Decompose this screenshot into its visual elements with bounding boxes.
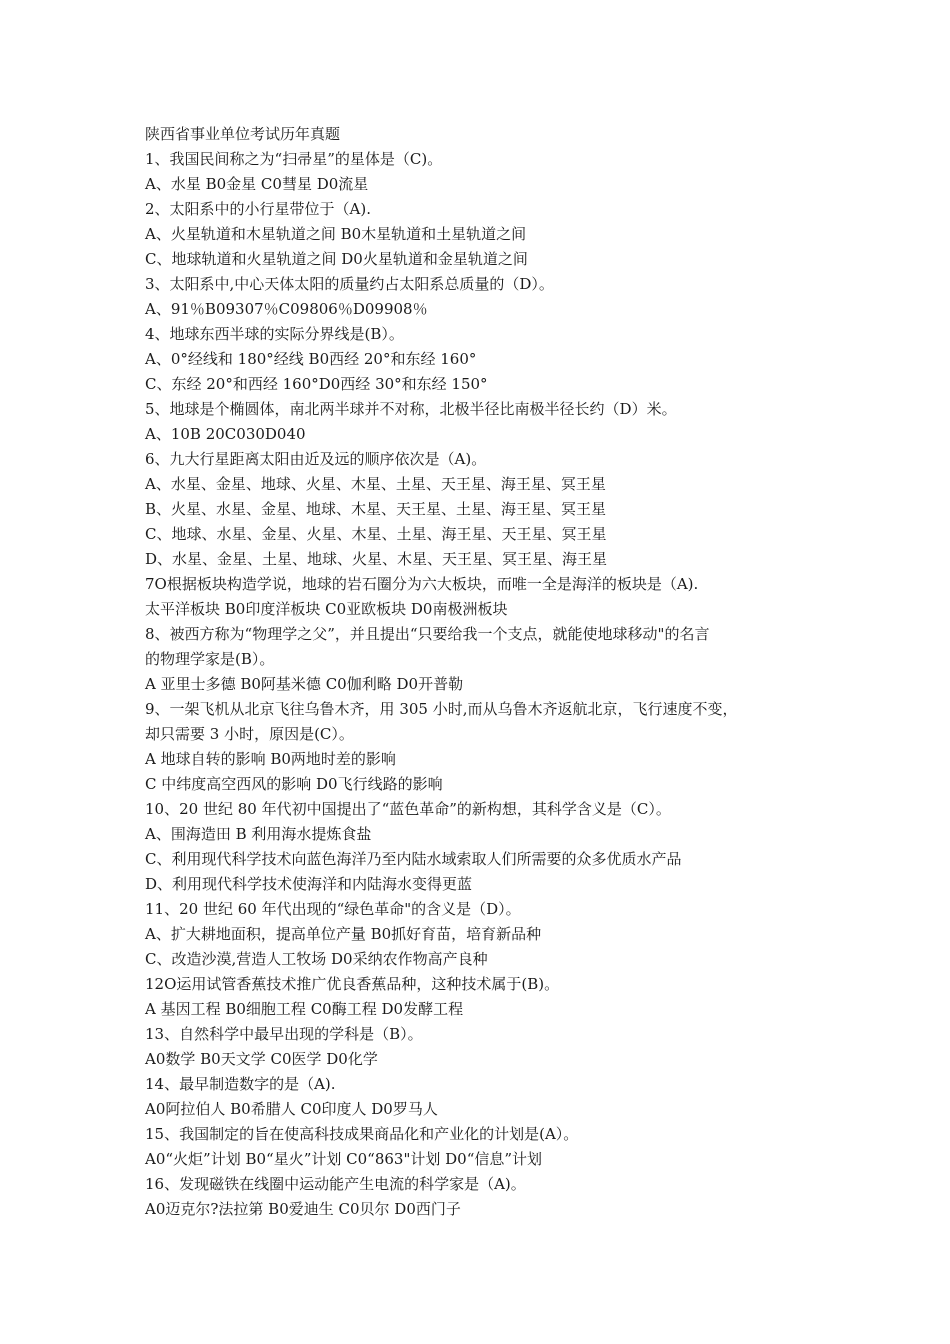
text-line: A 亚里士多德 B0阿基米德 C0伽利略 D0开普勒 xyxy=(145,675,464,693)
document-page xyxy=(145,122,815,1222)
text-line: D、利用现代科学技术使海洋和内陆海水变得更蓝 xyxy=(145,875,473,893)
text-line: 9、一架飞机从北京飞往乌鲁木齐，用 305 小时,而从乌鲁木齐返航北京，飞行速度不变， xyxy=(145,700,738,718)
text-line: 11、20 世纪 60 年代出现的“绿色革命"的含义是（D）。 xyxy=(145,900,521,918)
text-line: D、水星、金星、土星、地球、火星、木星、天王星、冥王星、海王星 xyxy=(145,550,608,568)
text-line: A 地球自转的影响 B0两地时差的影响 xyxy=(145,750,396,768)
text-line: 1、我国民间称之为“扫帚星”的星体是（C)。 xyxy=(145,150,443,168)
text-line: A、水星、金星、地球、火星、木星、土星、天王星、海王星、冥王星 xyxy=(145,475,606,493)
text-line: A0迈克尔?法拉第 B0爱迪生 C0贝尔 D0西门子 xyxy=(145,1200,461,1218)
text-line: 15、我国制定的旨在使高科技成果商品化和产业化的计划是(A）。 xyxy=(145,1125,579,1143)
text-line: 5、地球是个椭圆体，南北两半球并不对称，北极半径比南极半径长约（D）米。 xyxy=(145,400,677,418)
text-line: A、91％B09307％C09806％D09908％ xyxy=(145,300,428,318)
text-line: A0阿拉伯人 B0希腊人 C0印度人 D0罗马人 xyxy=(145,1100,438,1118)
text-line: 7O根据板块构造学说，地球的岩石圈分为六大板块，而唯一全是海洋的板块是（A). xyxy=(145,575,699,593)
text-line: 4、地球东西半球的实际分界线是(B）。 xyxy=(145,325,404,343)
text-line: B、火星、水星、金星、地球、木星、天王星、土星、海王星、冥王星 xyxy=(145,500,607,518)
document-title: 陕西省事业单位考试历年真题 xyxy=(145,125,341,143)
text-line: A0数学 B0天文学 C0医学 D0化学 xyxy=(145,1050,378,1068)
text-line: 的物理学家是(B）。 xyxy=(145,650,275,668)
text-line: 3、太阳系中,中心天体太阳的质量约占太阳系总质量的（D）。 xyxy=(145,275,554,293)
text-line: 14、最早制造数字的是（A). xyxy=(145,1075,336,1093)
text-line: A 基因工程 B0细胞工程 C0酶工程 D0发酵工程 xyxy=(145,1000,464,1018)
text-line: A、围海造田 B 利用海水提炼食盐 xyxy=(145,825,372,843)
text-line: C、改造沙漠,营造人工牧场 D0采纳农作物高产良种 xyxy=(145,950,488,968)
text-line: C、利用现代科学技术向蓝色海洋乃至内陆水域索取人们所需要的众多优质水产品 xyxy=(145,850,682,868)
text-line: C、地球轨道和火星轨道之间 D0火星轨道和金星轨道之间 xyxy=(145,250,528,268)
text-line: A、0°经线和 180°经线 B0西经 20°和东经 160° xyxy=(145,350,477,368)
text-line: 12O运用试管香蕉技术推广优良香蕉品种，这种技术属于(B)。 xyxy=(145,975,560,993)
text-line: C 中纬度高空西风的影响 D0飞行线路的影响 xyxy=(145,775,443,793)
text-line: A、水星 B0金星 C0彗星 D0流星 xyxy=(145,175,369,193)
text-line: A、火星轨道和木星轨道之间 B0木星轨道和土星轨道之间 xyxy=(145,225,527,243)
text-line: C、地球、水星、金星、火星、木星、土星、海王星、天王星、冥王星 xyxy=(145,525,607,543)
text-line: 太平洋板块 B0印度洋板块 C0亚欧板块 D0南极洲板块 xyxy=(145,600,508,618)
text-line: A0“火炬”计划 B0“星火”计划 C0“863"计划 D0“信息”计划 xyxy=(145,1150,543,1168)
text-line: A、10B 20C030D040 xyxy=(145,425,306,443)
text-line: 2、太阳系中的小行星带位于（A). xyxy=(145,200,371,218)
text-line: 10、20 世纪 80 年代初中国提出了“蓝色革命”的新构想，其科学含义是（C）。 xyxy=(145,800,671,818)
text-line: 却只需要 3 小时，原因是(C）。 xyxy=(145,725,354,743)
text-line: 6、九大行星距离太阳由近及远的顺序依次是（A)。 xyxy=(145,450,487,468)
text-line: 16、发现磁铁在线圈中运动能产生电流的科学家是（A)。 xyxy=(145,1175,526,1193)
text-line: 8、被西方称为“物理学之父”，并且提出“只要给我一个支点，就能使地球移动"的名言 xyxy=(145,625,710,643)
text-line: A、扩大耕地面积，提高单位产量 B0抓好育苗，培育新品种 xyxy=(145,925,542,943)
text-line: 13、自然科学中最早出现的学科是（B）。 xyxy=(145,1025,423,1043)
text-line: C、东经 20°和西经 160°D0西经 30°和东经 150° xyxy=(145,375,488,393)
